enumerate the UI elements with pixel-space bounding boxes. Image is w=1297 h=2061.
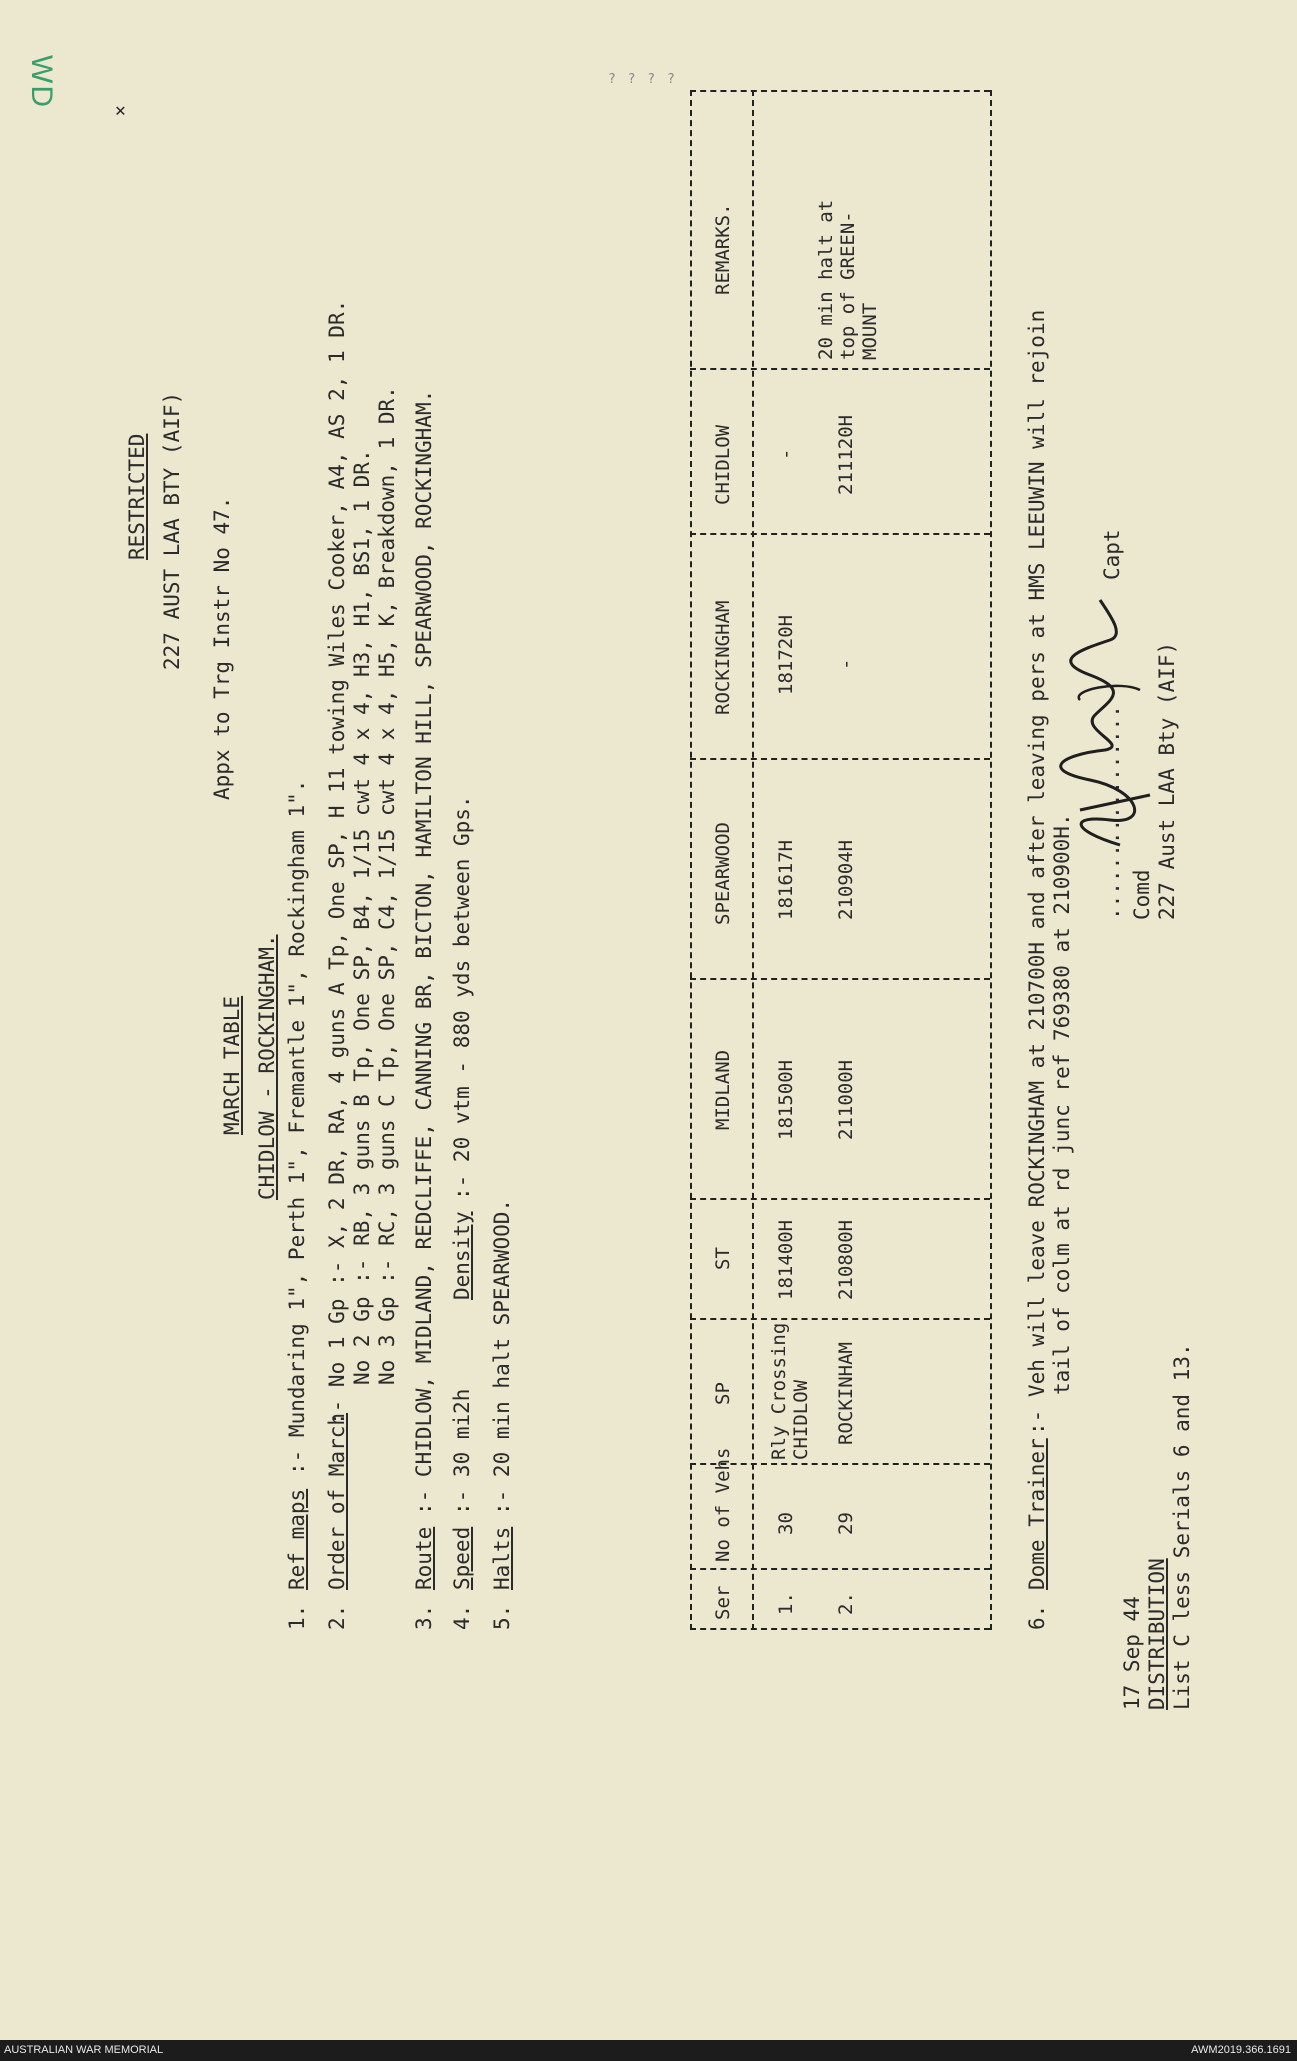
para-1-num: 1. [285, 1604, 309, 1630]
row-1-ser: 1. [775, 1592, 797, 1615]
row-2-chidlow: 211120H [835, 414, 857, 495]
row-1-chidlow: - [775, 448, 797, 460]
page-title: MARCH TABLE [220, 995, 244, 1135]
archive-name: AUSTRALIAN WAR MEMORIAL [4, 2044, 164, 2056]
para-4-text: :- 30 mi2h [450, 1388, 474, 1515]
row-2-sp: ROCKINHAM [835, 1342, 857, 1445]
row-2-spearwood: 210904H [835, 839, 857, 920]
col-header-ser: Ser [712, 1585, 734, 1620]
col-header-vehs: No of Vehs [712, 1447, 734, 1562]
archive-footer [0, 2040, 1297, 2061]
row-1-vehs: 30 [775, 1512, 797, 1535]
row-2-remarks: 20 min halt at top of GREEN- MOUNT [815, 199, 881, 360]
para-4-label: Speed [450, 1526, 474, 1590]
row-2-ser: 2. [835, 1592, 857, 1615]
para-6-label: Dome Trainer [1025, 1438, 1049, 1590]
row-2-st: 210800H [835, 1219, 857, 1300]
para-5-num: 5. [490, 1604, 514, 1630]
col-header-rockingham: ROCKINGHAM [712, 600, 734, 715]
rotated-content [40, 80, 1290, 1980]
signature-unit: 227 Aust LAA Bty (AIF) [1155, 641, 1179, 920]
para-4-density-label: Density [450, 1211, 474, 1300]
row-2-vehs: 29 [835, 1512, 857, 1535]
para-2-line-2: No 2 Gp :- RB, 3 guns B Tp, One SP, B4, 1/15 cwt 4 x 4, H3, H1, BS1, 1 DR. [350, 449, 374, 1385]
col-header-st: ST [712, 1247, 734, 1270]
col-header-spearwood: SPEARWOOD [712, 822, 734, 925]
col-header-midland: MIDLAND [712, 1049, 734, 1130]
row-2-rockingham: - [835, 658, 857, 670]
para-1-label: Ref maps [285, 1488, 309, 1590]
row-1-sp: Rly Crossing CHIDLOW [768, 1322, 812, 1460]
col-header-chidlow: CHIDLOW [712, 424, 734, 505]
row-2-midland: 211000H [835, 1059, 857, 1140]
signature-title: Comd [1130, 869, 1154, 920]
para-1-text: :- Mundaring 1", Perth 1", Fremantle 1", Rockingham 1". [285, 779, 309, 1475]
row-1-rockingham: 181720H [775, 614, 797, 695]
row-1-spearwood: 181617H [775, 839, 797, 920]
para-3-label: Route [412, 1526, 436, 1590]
para-4-density-text: :- 20 vtm - 880 yds between Gps. [450, 795, 474, 1200]
para-5-text: :- 20 min halt SPEARWOOD. [490, 1198, 514, 1515]
issue-date: 17 Sep 44 [1120, 1596, 1144, 1710]
archive-accession: AWM2019.366.1691 [1191, 2044, 1291, 2056]
col-header-sp: SP [712, 1382, 734, 1405]
row-1-st: 181400H [775, 1219, 797, 1300]
para-3-num: 3. [412, 1604, 436, 1630]
classification-label: RESTRICTED [125, 433, 149, 560]
para-6-line-2: tail of colm at rd junc ref 769380 at 210900H. [1050, 813, 1074, 1395]
para-2-label: Order of March [325, 1412, 349, 1590]
wd-pencil-mark: WD [25, 55, 58, 109]
signature-dots: ................. [1100, 705, 1124, 920]
para-4-num: 4. [450, 1604, 474, 1630]
para-6-line-1: :- Veh will leave ROCKINGHAM at 210700H and after leaving pers at HMS LEEUWIN will rejoin [1025, 309, 1049, 1435]
para-5-label: Halts [490, 1526, 514, 1590]
unit-heading: 227 AUST LAA BTY (AIF) [160, 391, 184, 670]
para-3-text: :- CHIDLOW, MIDLAND, REDCLIFFE, CANNING BR, BICTON, HAMILTON HILL, SPEARWOOD, ROCKINGHAM. [412, 389, 436, 1515]
tick-icon: ✕ [115, 100, 126, 121]
reference-heading: Appx to Trg Instr No 47. [210, 496, 234, 800]
signature-rank: Capt [1100, 529, 1124, 580]
distribution-label: DISTRIBUTION [1145, 1558, 1169, 1710]
page-subtitle: CHIDLOW - ROCKINGHAM. [255, 934, 279, 1200]
faint-pencil-note: ? ? ? ? [608, 72, 677, 87]
para-2-line-1: :- No 1 Gp :- X, 2 DR, RA, 4 guns A Tp, One SP, H 11 towing Wiles Cooker, A4, AS 2, 1 DR. [325, 299, 349, 1425]
para-2-num: 2. [325, 1604, 349, 1630]
row-1-midland: 181500H [775, 1059, 797, 1140]
para-2-line-3: No 3 Gp :- RC, 3 guns C Tp, One SP, C4, 1/15 cwt 4 x 4, H5, K, Breakdown, 1 DR. [375, 386, 399, 1385]
march-table [690, 90, 995, 1630]
col-header-remarks: REMARKS. [712, 203, 734, 295]
para-6-num: 6. [1025, 1604, 1049, 1630]
distribution-text: List C less Serials 6 and 13. [1170, 1343, 1194, 1710]
